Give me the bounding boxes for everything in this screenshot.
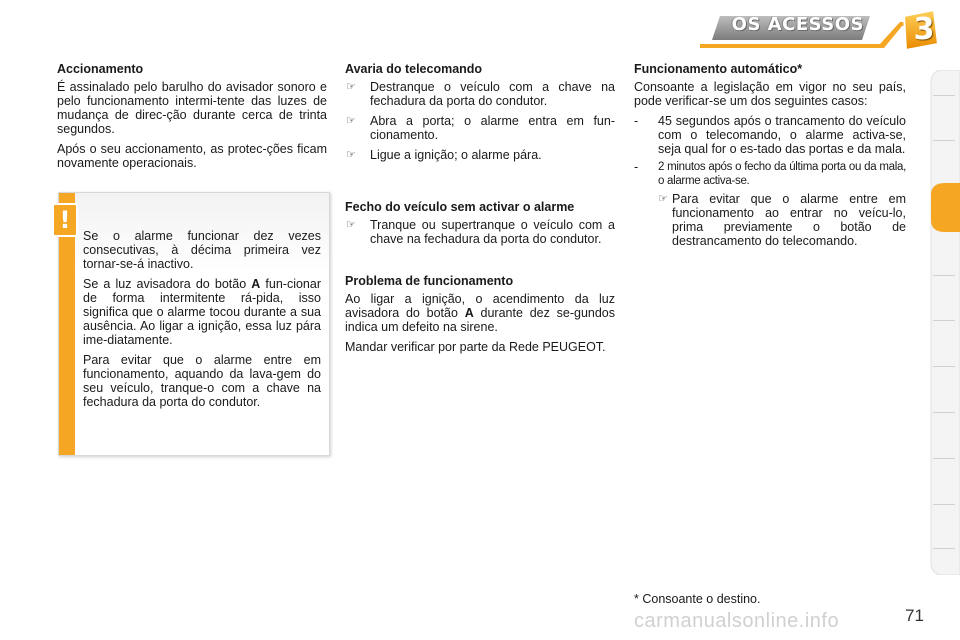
tab-divider (933, 366, 955, 367)
tab-divider (933, 95, 955, 96)
section-heading: Funcionamento automático* (634, 62, 803, 76)
list-item-text: Destranque o veículo com a chave na fechadura da porta do condutor. (370, 80, 615, 108)
tab-divider (933, 320, 955, 321)
pointing-hand-icon: ☞ (346, 149, 356, 161)
chapter-title: OS ACESSOS (731, 14, 864, 35)
button-key-label: A (251, 277, 261, 291)
warning-paragraph (83, 277, 321, 347)
warning-exclamation-icon: ! (52, 203, 78, 237)
paragraph: Após o seu accionamento, as protec-ções ficam novamente operacionais. (57, 142, 327, 170)
button-key-label: A (464, 306, 474, 320)
section-heading: Problema de funcionamento (345, 274, 514, 288)
list-item-text: 2 minutos após o fecho da última porta ou da mala, o alarme activa-se. (658, 161, 906, 187)
tab-strip (925, 70, 960, 575)
list-item-text: Abra a porta; o alarme entra em fun-cionamento. (370, 114, 615, 142)
middle-column (345, 62, 615, 360)
dash-marker: - (634, 160, 639, 174)
warning-text (83, 229, 321, 415)
warning-paragraph: Para evitar que o alarme entre em funcionamento, aquando da lava-gem do seu veículo, tranque-o com a chave na fechadura da porta do condutor. (83, 353, 321, 409)
page-number: 71 (905, 606, 924, 625)
paragraph (345, 292, 615, 334)
section-heading: Avaria do telecomando (345, 62, 483, 76)
paragraph: É assinalado pelo barulho do avisador sonoro e pelo funcionamento intermi-tente das luzes de mudança de direc-ção durante cerca de trinta segundos. (57, 80, 327, 136)
pointing-hand-icon: ☞ (346, 115, 356, 127)
left-column (57, 62, 327, 176)
text-run: Ao ligar a ignição, o acendimento da luz avisadora do botão (345, 292, 615, 320)
section-heading: Accionamento (57, 62, 144, 76)
list-item (345, 218, 615, 246)
chapter-tabs (925, 70, 960, 575)
chapter-number: 3 (913, 12, 935, 47)
list-item-text: Tranque ou supertranque o veículo com a chave na fechadura da porta do condutor. (370, 218, 615, 246)
list-item-text: Ligue a ignição; o alarme pára. (370, 148, 542, 162)
tab-divider (933, 504, 955, 505)
text-run: Se a luz avisadora do botão (83, 277, 252, 291)
right-column (634, 62, 906, 252)
dash-marker: - (634, 114, 639, 128)
text-run: durante dez se-gundos indica um defeito na sirene. (345, 306, 615, 334)
section-heading: Fecho do veículo sem activar o alarme (345, 200, 575, 214)
paragraph: Mandar verificar por parte da Rede PEUGEOT. (345, 340, 606, 354)
tab-divider (933, 140, 955, 141)
watermark: carmanualsonline.info (634, 610, 840, 632)
tab-divider (933, 275, 955, 276)
page-header (0, 0, 960, 60)
footnote: * Consoante o destino. (634, 592, 761, 606)
warning-box (58, 192, 330, 456)
paragraph: Consoante a legislação em vigor no seu país, pode verificar-se um dos seguintes casos: (634, 80, 906, 108)
warning-paragraph: Se o alarme funcionar dez vezes consecutivas, à décima primeira vez tornar-se-á inactivo. (83, 229, 321, 271)
tab-divider (933, 548, 955, 549)
text-run: fun-cionar de forma intermitente rá-pida, isso significa que o alarme tocou durante a sua ausência. Ao ligar a ignição, essa luz pára ime-diatamente. (83, 277, 321, 347)
list-item (345, 80, 615, 108)
list-item-text: Para evitar que o alarme entre em funcionamento ao entrar no veícu-lo, prima previamente o botão de destrancamento do telecomando. (672, 192, 906, 248)
list-item (345, 114, 615, 142)
pointing-hand-icon: ☞ (346, 81, 356, 93)
list-item (658, 192, 906, 248)
list-item (345, 148, 615, 162)
list-item (634, 160, 906, 188)
pointing-hand-icon: ☞ (658, 193, 668, 205)
tab-divider (933, 412, 955, 413)
pointing-hand-icon: ☞ (346, 219, 356, 231)
list-item (634, 114, 906, 156)
list-item-text: 45 segundos após o trancamento do veículo com o telecomando, o alarme activa-se, seja qual for o es-tado das portas e da mala. (658, 114, 906, 156)
tab-divider (933, 458, 955, 459)
